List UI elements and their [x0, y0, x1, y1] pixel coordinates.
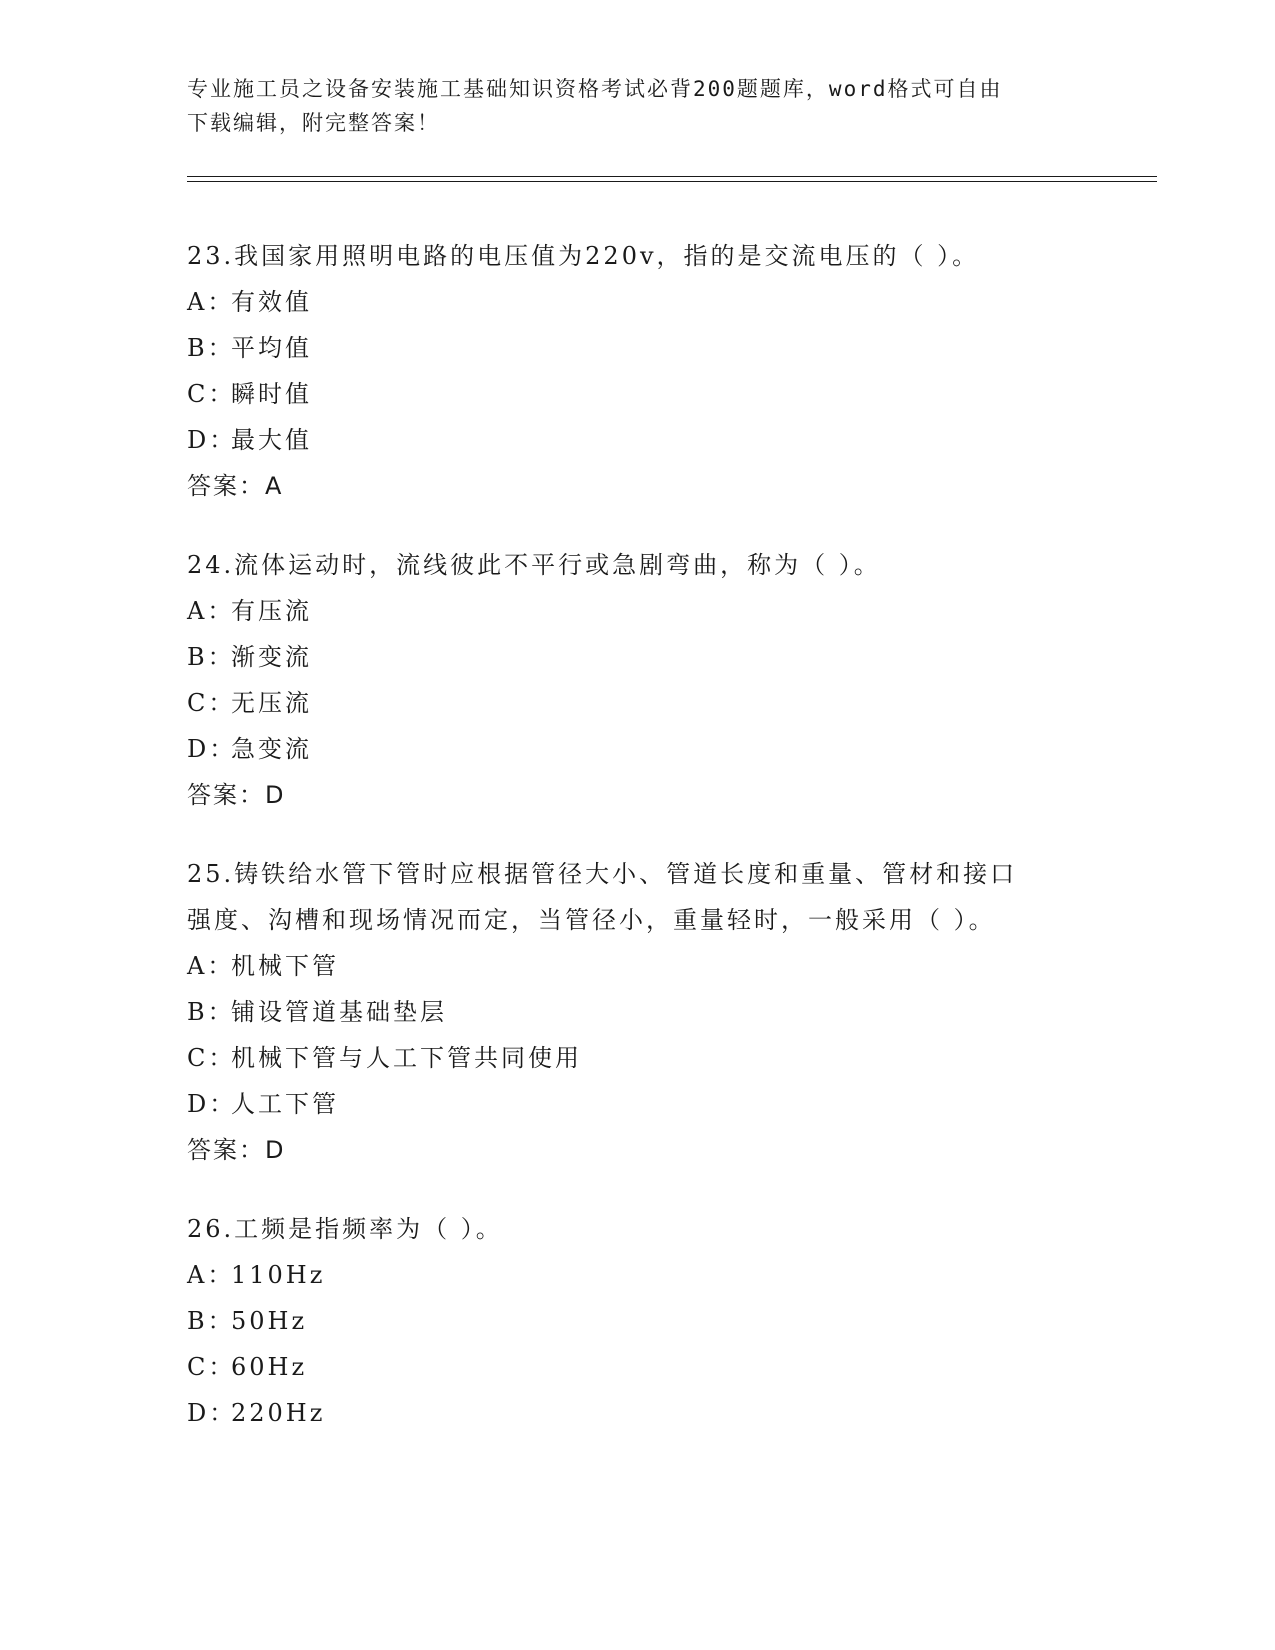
- question-23: [187, 233, 1087, 509]
- option-text: 有效值: [231, 288, 312, 316]
- option-b: [187, 325, 1087, 371]
- answer-line: 答案：D: [187, 1136, 286, 1164]
- header-divider-top: [187, 176, 1157, 177]
- question-stem-line-2: 强度、沟槽和现场情况而定，当管径小，重量轻时，一般采用（ ）。: [187, 906, 996, 934]
- option-c: [187, 1344, 1087, 1390]
- option-list: [187, 588, 1087, 772]
- header-text-line-1: 专业施工员之设备安装施工基础知识资格考试必背200题题库，word格式可自由: [187, 77, 1003, 101]
- option-text: 人工下管: [231, 1090, 339, 1118]
- option-list: [187, 943, 1087, 1127]
- question-26: [187, 1206, 1087, 1436]
- option-a: [187, 1252, 1087, 1298]
- option-text: 50Hz: [231, 1307, 308, 1335]
- option-text: 平均值: [231, 334, 312, 362]
- option-b: [187, 634, 1087, 680]
- option-text: 60Hz: [231, 1353, 308, 1381]
- option-letter: D：: [187, 426, 237, 454]
- option-text: 渐变流: [231, 643, 312, 671]
- option-letter: A：: [187, 1261, 235, 1289]
- header-text-line-2: 下载编辑，附完整答案！: [187, 111, 440, 135]
- option-letter: B：: [187, 334, 235, 362]
- option-letter: A：: [187, 952, 235, 980]
- option-text: 220Hz: [231, 1399, 326, 1427]
- option-letter: B：: [187, 998, 235, 1026]
- question-stem: 23.我国家用照明电路的电压值为220v，指的是交流电压的（ ）。: [187, 242, 980, 270]
- question-stem-line-1: 25.铸铁给水管下管时应根据管径大小、管道长度和重量、管材和接口: [187, 860, 1018, 888]
- option-text: 机械下管: [231, 952, 339, 980]
- option-c: [187, 1035, 1087, 1081]
- question-stem: 26.工频是指频率为（ ）。: [187, 1215, 503, 1243]
- answer-line: 答案：A: [187, 472, 284, 500]
- option-a: [187, 588, 1087, 634]
- option-letter: C：: [187, 1044, 236, 1072]
- option-a: [187, 943, 1087, 989]
- question-24: [187, 542, 1087, 818]
- answer-line: 答案：D: [187, 781, 286, 809]
- option-letter: A：: [187, 597, 235, 625]
- option-a: [187, 279, 1087, 325]
- question-25: [187, 851, 1087, 1173]
- option-text: 有压流: [231, 597, 312, 625]
- option-text: 瞬时值: [231, 380, 312, 408]
- option-text: 最大值: [231, 426, 312, 454]
- option-letter: C：: [187, 380, 236, 408]
- option-text: 机械下管与人工下管共同使用: [231, 1044, 582, 1072]
- option-letter: D：: [187, 1090, 237, 1118]
- option-list: [187, 279, 1087, 463]
- option-list: [187, 1252, 1087, 1436]
- option-letter: D：: [187, 735, 237, 763]
- option-text: 急变流: [231, 735, 312, 763]
- option-letter: A：: [187, 288, 235, 316]
- option-d: [187, 1081, 1087, 1127]
- option-d: [187, 417, 1087, 463]
- option-text: 铺设管道基础垫层: [231, 998, 447, 1026]
- option-text: 110Hz: [231, 1261, 326, 1289]
- option-text: 无压流: [231, 689, 312, 717]
- option-c: [187, 371, 1087, 417]
- option-letter: B：: [187, 643, 235, 671]
- option-letter: B：: [187, 1307, 235, 1335]
- option-c: [187, 680, 1087, 726]
- header-divider-bottom: [187, 181, 1157, 182]
- option-letter: C：: [187, 1353, 236, 1381]
- option-letter: C：: [187, 689, 236, 717]
- question-stem: 24.流体运动时，流线彼此不平行或急剧弯曲，称为（ ）。: [187, 551, 881, 579]
- document-header: [187, 72, 1087, 140]
- option-d: [187, 726, 1087, 772]
- option-letter: D：: [187, 1399, 237, 1427]
- option-b: [187, 989, 1087, 1035]
- question-list: [187, 233, 1087, 1469]
- option-d: [187, 1390, 1087, 1436]
- option-b: [187, 1298, 1087, 1344]
